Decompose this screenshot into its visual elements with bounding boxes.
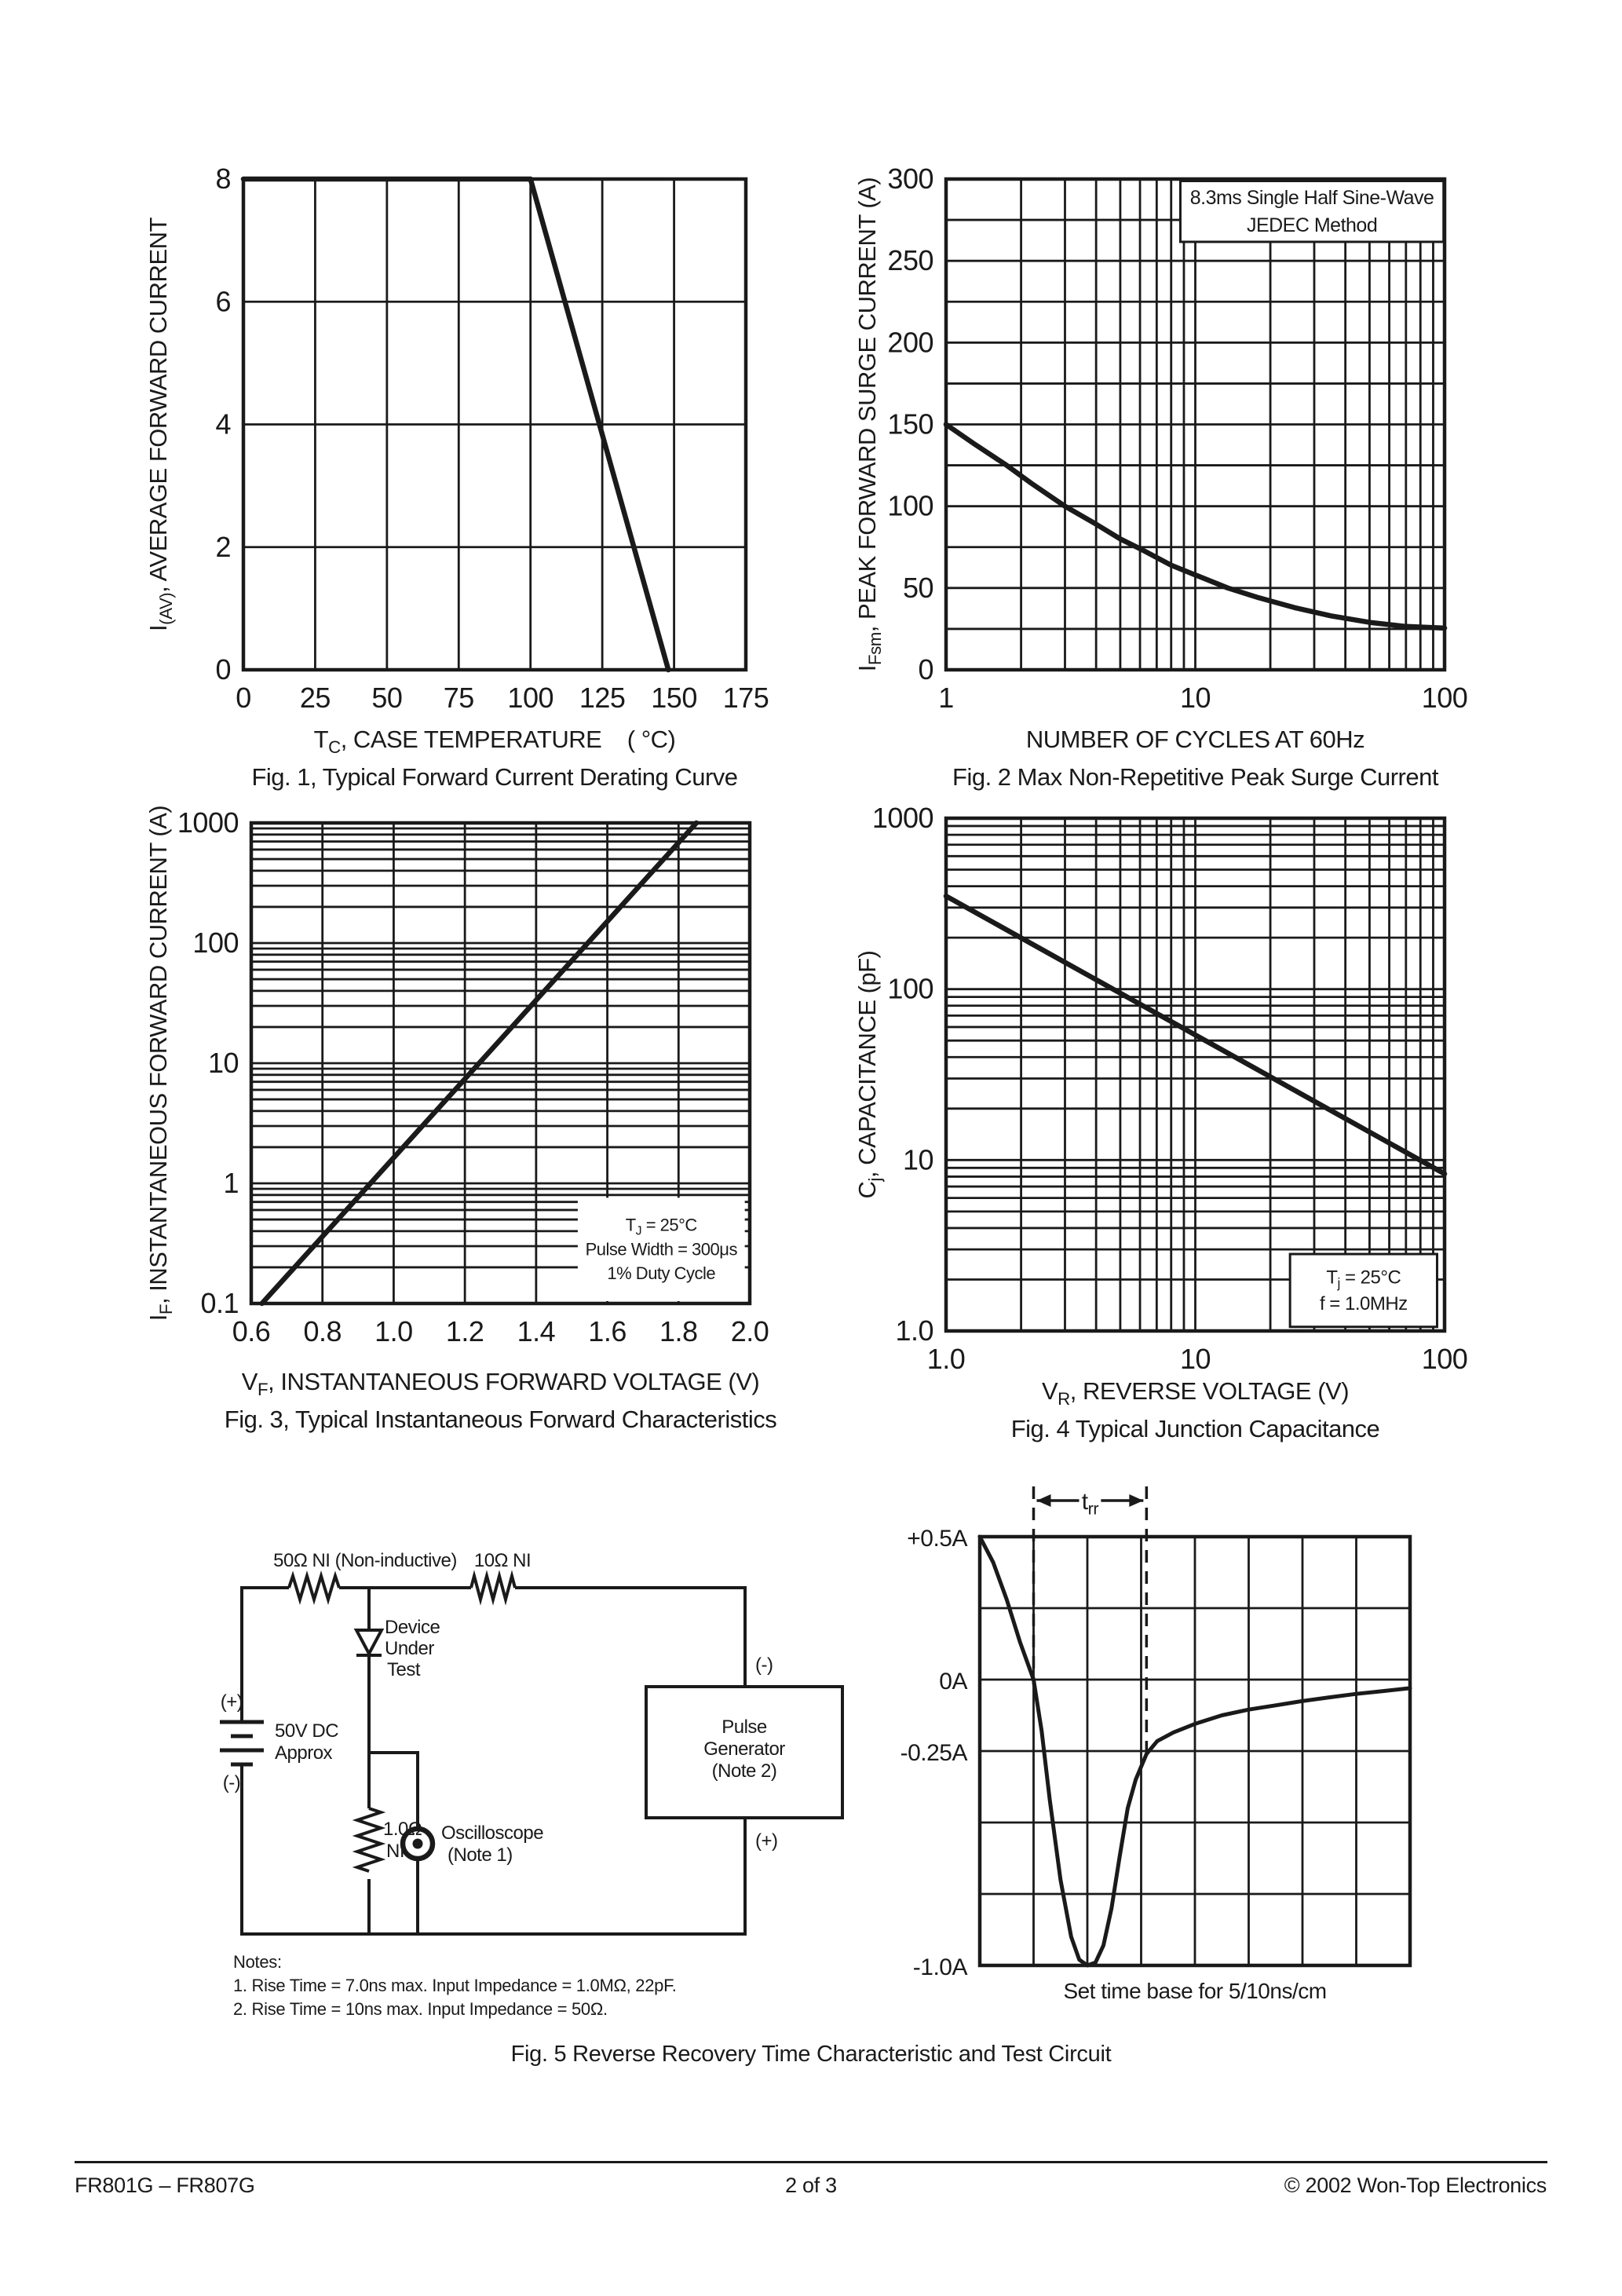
svg-text:IFsm, PEAK FORWARD SURGE CURRE: $I_{Fsm}$, PEAK FORWARD SURGE CURRENT (A) bbox=[853, 177, 885, 672]
svg-text:VF, INSTANTANEOUS FORWARD VOLT: $V_F$, INSTANTANEOUS FORWARD VOLTAGE (V) bbox=[241, 1368, 760, 1399]
fig4-y-tick: 100 bbox=[887, 972, 933, 1005]
fig1-y-tick: 8 bbox=[215, 163, 231, 195]
fig3-forward-chart bbox=[79, 773, 824, 1480]
fig3-y-tick: 100 bbox=[192, 927, 239, 959]
battery-minus-label: (-) bbox=[222, 1772, 241, 1793]
battery-label-line2: Approx bbox=[275, 1742, 333, 1764]
diode-icon bbox=[356, 1630, 382, 1654]
oscilloscope-connector-dot bbox=[413, 1839, 423, 1849]
fig2-x-tick: 1 bbox=[938, 682, 954, 714]
fig5wave-y-tick: -1.0A bbox=[912, 1954, 967, 1980]
fig4-y-tick: 1.0 bbox=[895, 1314, 933, 1347]
fig3-y-tick: 1 bbox=[223, 1167, 239, 1199]
fig1-x-tick: 25 bbox=[299, 682, 331, 714]
fig1-y-tick: 4 bbox=[215, 408, 231, 441]
svg-text:IF, INSTANTANEOUS FORWARD CURR: $I_F$, INSTANTANEOUS FORWARD CURRENT (A) bbox=[144, 805, 176, 1322]
fig4-x-tick: 1.0 bbox=[926, 1343, 966, 1375]
pulse-gen-plus-label: (+) bbox=[755, 1830, 778, 1852]
rsense-label-line1: 1.0Ω bbox=[383, 1819, 422, 1840]
pulse-gen-minus-label: (-) bbox=[755, 1654, 773, 1676]
fig2-grid bbox=[946, 179, 1445, 670]
svg-text:NUMBER OF CYCLES AT 60Hz: NUMBER OF CYCLES AT 60Hz bbox=[1025, 726, 1365, 753]
fig1-y-tick: 6 bbox=[215, 285, 231, 318]
resistor-50ohm-label: 50Ω NI (Non-inductive) bbox=[273, 1550, 457, 1571]
fig2-x-tick: 100 bbox=[1421, 682, 1468, 714]
notes-title: Notes: bbox=[233, 1952, 282, 1972]
fig4-annotation-box bbox=[1290, 1254, 1437, 1327]
fig4-x-tick: 10 bbox=[1179, 1343, 1211, 1375]
fig4-y-tick: 10 bbox=[902, 1143, 933, 1176]
fig1-x-tick: 50 bbox=[371, 682, 403, 714]
fig3-x-tick: 2.0 bbox=[730, 1315, 769, 1347]
svg-text:Tj = 25°C: $T_j = 25^\circ C$ bbox=[1326, 1267, 1401, 1291]
fig5-waveform-chart bbox=[864, 1449, 1622, 2046]
fig3-y-tick: 0.1 bbox=[200, 1287, 239, 1319]
fig1-x-tick: 175 bbox=[722, 682, 769, 714]
fig5wave-footnote: Set time base for 5/10ns/cm bbox=[1063, 1979, 1327, 2003]
svg-text:Fig. 1, Typical Forward Curre: Fig. 1, Typical Forward Current Derating Curve bbox=[251, 763, 738, 791]
fig1-x-tick: 0 bbox=[236, 682, 251, 714]
fig2-y-tick: 100 bbox=[887, 489, 933, 522]
fig2-y-tick: 250 bbox=[887, 244, 933, 277]
footer-part-number: FR801G – FR807G bbox=[75, 2174, 255, 2197]
pulse-gen-label-line2: Generator bbox=[703, 1738, 785, 1760]
svg-text:Fig. 4 Typical Junction Capac: Fig. 4 Typical Junction Capacitance bbox=[1010, 1415, 1380, 1442]
dut-label-line1: Device bbox=[385, 1617, 440, 1638]
fig3-x-tick: 1.8 bbox=[659, 1315, 698, 1347]
fig3-x-tick: 1.2 bbox=[445, 1315, 484, 1347]
note-1: 1. Rise Time = 7.0ns max. Input Impedance = 1.0MΩ, 22pF. bbox=[233, 1976, 677, 1995]
svg-text:Pulse Width = 300μs: Pulse Width = 300μs bbox=[585, 1239, 737, 1260]
svg-text:8.3ms Single Half Sine-Wave: 8.3ms Single Half Sine-Wave bbox=[1189, 187, 1434, 209]
dut-label-line3: Test bbox=[387, 1659, 421, 1680]
oscilloscope-label-line2: (Note 1) bbox=[448, 1844, 513, 1866]
svg-text:VR, REVERSE VOLTAGE (V): $V_R$, REVERSE VOLTAGE (V) bbox=[1041, 1377, 1350, 1409]
fig2-y-tick: 50 bbox=[902, 571, 933, 604]
fig2-x-tick: 10 bbox=[1179, 682, 1211, 714]
fig1-y-tick: 2 bbox=[215, 530, 231, 563]
fig2-y-tick: 300 bbox=[887, 163, 933, 195]
fig3-x-tick: 0.8 bbox=[303, 1315, 342, 1347]
svg-text:TC, CASE TEMPERATURE ( °C): $T_C$, CASE TEMPERATURE ( °C) bbox=[313, 726, 676, 757]
svg-text:I(AV), AVERAGE FORWARD CURRENT: $I_{(AV)}$, AVERAGE FORWARD CURRENT bbox=[144, 218, 176, 631]
svg-text:Cj, CAPACITANCE (pF): $C_j$, CAPACITANCE (pF) bbox=[853, 950, 885, 1199]
pulse-gen-label-line3: (Note 2) bbox=[711, 1760, 777, 1782]
fig1-x-tick: 75 bbox=[443, 682, 474, 714]
trr-arrow-right-icon bbox=[1129, 1494, 1143, 1507]
fig1-x-tick: 150 bbox=[651, 682, 697, 714]
pulse-gen-label-line1: Pulse bbox=[721, 1717, 767, 1738]
svg-text:Fig. 3, Typical Instantaneous: Fig. 3, Typical Instantaneous Forward Characteristics bbox=[224, 1406, 777, 1433]
fig1-y-tick: 0 bbox=[215, 653, 231, 686]
fig2-surge-chart bbox=[832, 126, 1617, 817]
resistor-10ohm bbox=[471, 1576, 515, 1600]
resistor-50ohm bbox=[289, 1576, 339, 1600]
oscilloscope-label-line1: Oscilloscope bbox=[441, 1823, 544, 1844]
footer-rule bbox=[75, 2161, 1547, 2163]
fig4-y-tick: 1000 bbox=[871, 802, 933, 834]
fig3-y-tick: 1000 bbox=[177, 806, 239, 839]
fig2-y-tick: 200 bbox=[887, 326, 933, 359]
svg-text:JEDEC Method: JEDEC Method bbox=[1246, 214, 1378, 236]
fig3-x-tick: 0.6 bbox=[232, 1315, 271, 1347]
fig1-x-tick: 125 bbox=[579, 682, 626, 714]
footer-page-number: 2 of 3 bbox=[785, 2174, 837, 2197]
battery-icon bbox=[220, 1722, 264, 1764]
rsense-label-line2: NI bbox=[386, 1841, 404, 1862]
svg-text:TJ = 25°C: $T_J = 25^\circ C$ bbox=[625, 1215, 697, 1238]
fig5wave-y-tick: 0A bbox=[939, 1669, 967, 1695]
note-2: 2. Rise Time = 10ns max. Input Impedance = 50Ω. bbox=[233, 1999, 608, 2019]
dut-label-line2: Under bbox=[385, 1638, 434, 1659]
fig4-x-tick: 100 bbox=[1421, 1343, 1468, 1375]
trr-arrow-left-icon bbox=[1037, 1494, 1051, 1507]
notes-block bbox=[233, 1951, 677, 2021]
fig1-derating-chart bbox=[79, 126, 824, 817]
fig1-x-tick: 100 bbox=[507, 682, 554, 714]
fig1-grid bbox=[243, 179, 746, 670]
footer-copyright: © 2002 Won-Top Electronics bbox=[1284, 2174, 1547, 2197]
fig2-y-tick: 0 bbox=[918, 653, 933, 686]
svg-text:1% Duty Cycle: 1% Duty Cycle bbox=[607, 1263, 716, 1284]
fig5-caption: Fig. 5 Reverse Recovery Time Characteristic and Test Circuit bbox=[510, 2042, 1112, 2067]
fig4-capacitance-chart bbox=[832, 773, 1617, 1480]
fig3-x-tick: 1.0 bbox=[374, 1315, 413, 1347]
svg-text:Fig. 2 Max Non-Repetitive Pea: Fig. 2 Max Non-Repetitive Peak Surge Current bbox=[952, 763, 1438, 791]
fig2-y-tick: 150 bbox=[887, 408, 933, 441]
svg-text:trr: $t_{rr}$ bbox=[1081, 1489, 1099, 1519]
svg-text:f = 1.0MHz: f = 1.0MHz bbox=[1319, 1293, 1408, 1315]
fig3-x-tick: 1.6 bbox=[588, 1315, 627, 1347]
battery-label-line1: 50V DC bbox=[275, 1720, 339, 1742]
fig5-test-circuit bbox=[188, 1523, 895, 1963]
resistor-1ohm bbox=[357, 1808, 381, 1871]
fig3-x-tick: 1.4 bbox=[517, 1315, 556, 1347]
resistor-10ohm-label: 10Ω NI bbox=[473, 1550, 532, 1571]
fig5wave-y-tick: -0.25A bbox=[900, 1740, 967, 1766]
battery-plus-label: (+) bbox=[220, 1691, 243, 1713]
fig5wave-y-tick: +0.5A bbox=[907, 1526, 967, 1552]
fig3-y-tick: 10 bbox=[207, 1047, 239, 1079]
